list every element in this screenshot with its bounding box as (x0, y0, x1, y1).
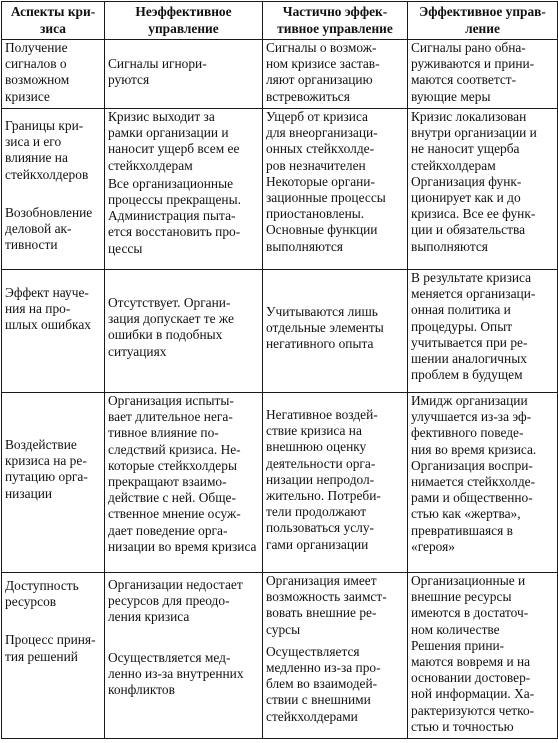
cell-text: Процесс приня- тия решений (5, 632, 96, 664)
table-row (2, 393, 558, 573)
ineffective-cell (105, 393, 263, 573)
cell-text: Организации недостает ресурсов для преодо- ления кризиса (108, 577, 243, 625)
row-aspect-cell (2, 109, 105, 270)
row-aspect-cell (2, 573, 105, 739)
ineffective-cell (105, 270, 263, 393)
row-aspect-cell (2, 393, 105, 573)
cell-text: Организация испыты- вает длительное нега- тивное влияние по- следствий кризиса. Не- которые стейкхолдеры прекращают взаимо- действие с ней. Обще- ственное мнение осуж- дает поведение орга- низации во время кризиса (108, 393, 257, 554)
cell-text: Кризис локализован внутри организации и не наносит ущерба стейкхолдерам (411, 109, 537, 173)
cell-text: Учитываются лишь отдельные элементы негативного опыта (266, 304, 384, 352)
cell-text: Сигналы о возмож- ном кризисе застав- ляют организацию встревожиться (266, 40, 380, 104)
header-aspects: Аспекты кри- зиса (2, 2, 105, 40)
cell-text: Эффект науче- ния на про- шлых ошибках (5, 285, 91, 333)
header-row (2, 2, 558, 40)
partial-cell (263, 40, 408, 109)
cell-text: Осуществляется медленно из-за про- блем во взаимодей- ствии с внешними стейкхолдерами (266, 643, 381, 724)
cell-text: Негативное воздей- ствие кризиса на внешнюю оценку деятельности орга- низации непродол- жительно. Потреби- тели продолжают пользоваться услу- гами организации (266, 407, 381, 552)
cell-text: Сигналы игнори- руются (108, 56, 207, 88)
table-row (2, 40, 558, 109)
cell-text: Организация имеет возможность заимст- вовать внешние ре- сурсы (266, 573, 387, 637)
crisis-management-table (1, 1, 558, 739)
cell-text: Получение сигналов о возможном кризисе (5, 40, 70, 104)
cell-text: Ущерб от кризиса для внеорганизаци- онных стейкхолде- ров незначителен (266, 109, 378, 173)
cell-text: Имидж организации улучшается из-за эф- фективного поведе- ния во время кризиса. Организация воспри- нимается стейкхолде- рами и общественно- стью как «жертва», превратившаяся в «героя» (411, 393, 537, 554)
cell-text: Все организационные процессы прекращены. Администрация пыта- ется восстановить про- цессы (108, 175, 241, 256)
cell-text: Решения прини- маются вовремя и на основании достовер- ной информации. Ха- рактеризуются четко- стью и точностью (411, 637, 535, 734)
cell-text: Некоторые органи- зационные процессы приостановлены. Основные функции выполняются (266, 173, 386, 254)
effective-cell (408, 573, 558, 739)
cell-text: В результате кризиса меняется организаци- онная политика и процедуры. Опыт учитывается при ре- шении аналогичных проблем в будущем (411, 270, 536, 383)
table-row (2, 270, 558, 393)
ineffective-cell (105, 109, 263, 270)
effective-cell (408, 40, 558, 109)
effective-cell (408, 109, 558, 270)
effective-cell (408, 270, 558, 393)
cell-text: Границы кри- зиса и его влияние на стейкхолдеров (5, 118, 89, 182)
cell-text: Отсутствует. Органи- зация допускает те же ошибки в подобных ситуациях (108, 295, 234, 359)
ineffective-cell (105, 573, 263, 739)
row-aspect-cell (2, 270, 105, 393)
partial-cell (263, 109, 408, 270)
cell-text: Осуществляется мед- ленно из-за внутренних конфликтов (108, 649, 244, 698)
header-ineffective: Неэффективное управление (105, 2, 263, 40)
partial-cell (263, 270, 408, 393)
partial-cell (263, 393, 408, 573)
table-row (2, 109, 558, 270)
cell-text: Кризис выходит за рамки организации и наносит ущерб всем ее стейкхолдерам (108, 109, 240, 173)
cell-text: Организация функ- ционирует как и до кризиса. Все ее функ- ции и обязательства выполняются (411, 173, 536, 254)
header-partial: Частично эффек- тивное управление (263, 2, 408, 40)
cell-text: Организационные и внешние ресурсы имеются в достаточ- ном количестве (411, 573, 529, 637)
header-effective: Эффективное управ- ление (408, 2, 558, 40)
row-aspect-cell (2, 40, 105, 109)
cell-text: Воздействие кризиса на ре- путацию орга- низации (5, 437, 88, 501)
partial-cell (263, 573, 408, 739)
cell-text: Возобновление деловой ак- тивности (5, 204, 93, 253)
ineffective-cell (105, 40, 263, 109)
cell-text: Доступность ресурсов (5, 578, 79, 610)
table-row (2, 573, 558, 739)
cell-text: Сигналы рано обна- руживаются и прини- маются соответст- вующие меры (411, 40, 535, 104)
effective-cell (408, 393, 558, 573)
